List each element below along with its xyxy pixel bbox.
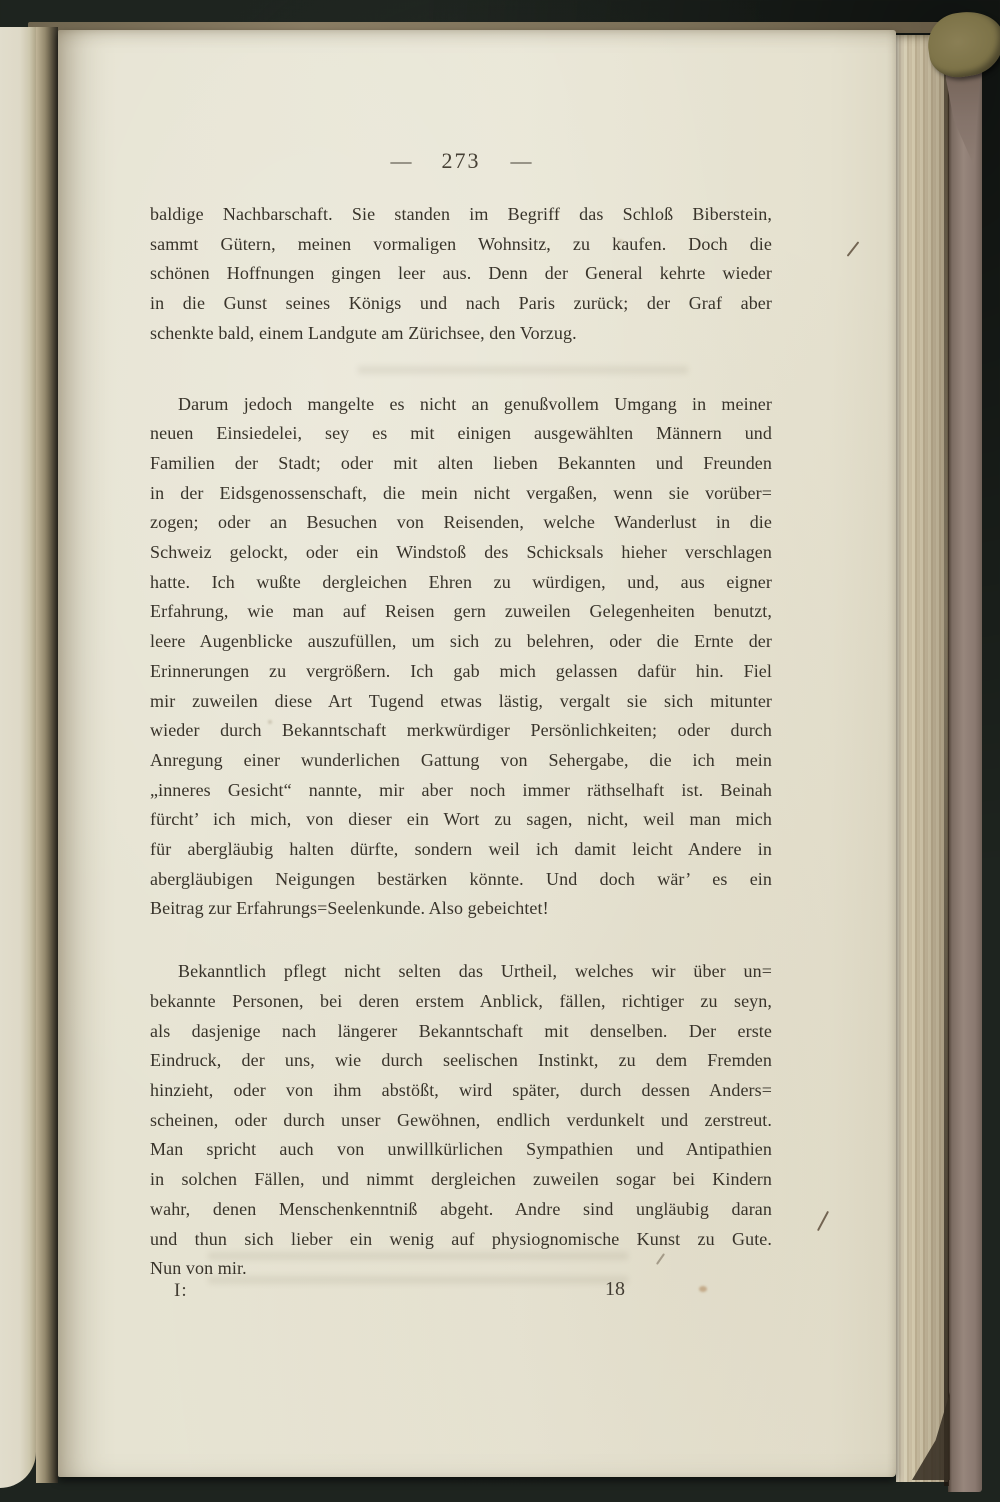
- verso-show-through: [358, 362, 688, 390]
- text-line: in solchen Fällen, und nimmt dergleichen zuweilen sogar bei Kindern: [150, 1169, 772, 1190]
- gutter-shadow: [36, 27, 58, 1483]
- page-number: 273: [441, 148, 481, 173]
- book-page: [58, 30, 896, 1477]
- pen-mark: [817, 1211, 829, 1231]
- paragraph: [150, 957, 772, 1284]
- text-line: und thun sich lieber ein wenig auf physiognomische Kunst zu Gute.: [150, 1228, 772, 1249]
- text-line: Man spricht auch von unwillkürlichen Sympathien und Antipathien: [150, 1139, 772, 1160]
- text-line: Nun von mir.: [150, 1258, 247, 1279]
- text-line: Erinnerungen zu vergrößern. Ich gab mich gelassen dafür hin. Fiel: [150, 660, 772, 681]
- text-line: Schweiz gelockt, oder ein Windstoß des Schicksals hieher verschlagen: [150, 542, 772, 563]
- foxing-spot: [699, 1286, 707, 1292]
- text-line: Bekanntlich pflegt nicht selten das Urtheil, welches wir über un=: [178, 961, 772, 982]
- text-line: schenkte bald, einem Landgute am Zürichsee, den Vorzug.: [150, 322, 577, 343]
- text-line: als dasjenige nach längerer Bekanntschaft mit denselben. Der erste: [150, 1020, 772, 1041]
- header-dash-right: —: [510, 148, 532, 173]
- text-line: leere Augenblicke auszufüllen, um sich zu belehren, oder die Ernte der: [150, 631, 772, 652]
- text-line: fürcht’ ich mich, von dieser ein Wort zu sagen, nicht, weil man mich: [150, 809, 772, 830]
- page-content: [58, 30, 896, 1477]
- fore-edge-pages: [896, 35, 948, 1482]
- foxing-spot: [618, 240, 623, 244]
- text-line: sammt Gütern, meinen vormaligen Wohnsitz, zu kaufen. Doch die: [150, 233, 772, 254]
- text-line: in der Eidsgenossenschaft, die mein nicht vergaßen, wenn sie vorüber=: [150, 482, 772, 503]
- verso-show-through: [208, 1245, 628, 1300]
- text-line: baldige Nachbarschaft. Sie standen im Begriff das Schloß Biberstein,: [150, 204, 772, 224]
- text-line: Anregung einer wunderlichen Gattung von Sehergabe, die ich mein: [150, 749, 772, 770]
- pen-mark: [847, 241, 860, 256]
- foxing-spot: [268, 720, 272, 724]
- book-cover-edge: [948, 28, 982, 1492]
- text-line: scheinen, oder durch unser Gewöhnen, endlich verdunkelt und zerstreut.: [150, 1109, 772, 1130]
- text-line: wieder durch Bekanntschaft merkwürdiger Persönlichkeiten; oder durch: [150, 720, 772, 741]
- text-line: neuen Einsiedelei, sey es mit einigen ausgewählten Männern und: [150, 423, 772, 444]
- page-header: [150, 148, 772, 174]
- text-line: hinzieht, oder von ihm abstößt, wird später, durch dessen Anders=: [150, 1079, 772, 1100]
- text-line: Eindruck, der uns, wie durch seelischen Instinkt, zu dem Fremden: [150, 1050, 772, 1071]
- cover-page-gap: [944, 34, 949, 1486]
- text-line: „inneres Gesicht“ nannte, mir aber noch immer räthselhaft ist. Beinah: [150, 779, 772, 800]
- paragraph: [150, 200, 772, 349]
- text-line: abergläubigen Neigungen bestärken könnte. Und doch wär’ es ein: [150, 868, 772, 889]
- text-line: für abergläubig halten dürfte, sondern weil ich damit leicht Andere in: [150, 839, 772, 860]
- text-line: Familien der Stadt; oder mit alten lieben Bekannten und Freunden: [150, 452, 772, 473]
- text-line: bekannte Personen, bei deren erstem Anblick, fällen, richtiger zu seyn,: [150, 990, 772, 1011]
- text-line: wahr, denen Menschenkenntniß abgeht. Andre sind ungläubig daran: [150, 1198, 772, 1219]
- left-page-edge: [0, 27, 36, 1488]
- text-line: mir zuweilen diese Art Tugend etwas lästig, vergalt sie sich mitunter: [150, 690, 772, 711]
- text-line: in die Gunst seines Königs und nach Paris zurück; der Graf aber: [150, 293, 772, 314]
- text-line: zogen; oder an Besuchen von Reisenden, welche Wanderlust in die: [150, 512, 772, 533]
- text-line: Darum jedoch mangelte es nicht an genußvollem Umgang in meiner: [178, 393, 772, 414]
- text-line: schönen Hoffnungen gingen leer aus. Denn der General kehrte wieder: [150, 263, 772, 284]
- header-dash-left: —: [390, 148, 412, 173]
- paragraph: [150, 390, 772, 925]
- text-line: Beitrag zur Erfahrungs=Seelenkunde. Also gebeichtet!: [150, 898, 549, 919]
- sheet-signature: 18: [605, 1278, 625, 1300]
- volume-signature: I:: [174, 1280, 188, 1301]
- text-line: Erfahrung, wie man auf Reisen gern zuweilen Gelegenheiten benutzt,: [150, 601, 772, 622]
- text-line: hatte. Ich wußte dergleichen Ehren zu würdigen, und, aus eigner: [150, 571, 772, 592]
